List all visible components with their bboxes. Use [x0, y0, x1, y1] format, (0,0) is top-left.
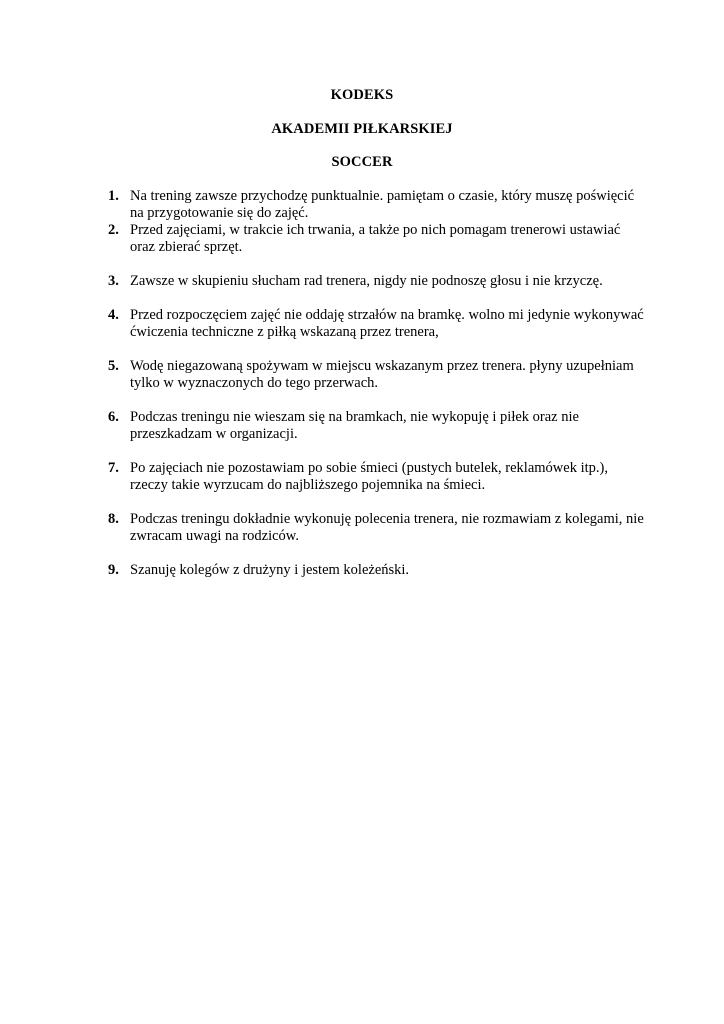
rule-text: Zawsze w skupieniu słucham rad trenera, nigdy nie podnoszę głosu i nie krzyczę. [130, 273, 603, 289]
rule-number: 3. [108, 273, 119, 289]
rule-number: 2. [108, 222, 119, 238]
rule-number: 9. [108, 562, 119, 578]
rule-text: Podczas treningu dokładnie wykonuję polecenia trenera, nie rozmawiam z kolegami, nie zwracam uwagi na rodziców. [130, 511, 644, 544]
rule-text: Wodę niegazowaną spożywam w miejscu wskazanym przez trenera. płyny uzupełniam tylko w wyznaczonych do tego przerwach. [130, 358, 634, 391]
rule-text: Po zajęciach nie pozostawiam po sobie śmieci (pustych butelek, reklamówek itp.), rzeczy takie wyrzucam do najbliższego pojemnika na śmieci. [130, 460, 608, 493]
rule-item-7 [108, 460, 648, 494]
document-title: KODEKS [330, 87, 394, 103]
rule-number: 1. [108, 188, 119, 204]
rule-item-6 [108, 409, 648, 443]
rules-list [108, 188, 648, 579]
document-subtitle: AKADEMII PIŁKARSKIEJ [271, 121, 453, 137]
rule-item-3 [108, 273, 648, 290]
rule-text: Przed zajęciami, w trakcie ich trwania, a także po nich pomagam trenerowi ustawiać oraz zbierać sprzęt. [130, 222, 621, 255]
rule-number: 4. [108, 307, 119, 323]
rule-text: Szanuję kolegów z drużyny i jestem koleżeński. [130, 562, 410, 578]
rule-text: Przed rozpoczęciem zajęć nie oddaję strzałów na bramkę. wolno mi jedynie wykonywać ćwiczenia techniczne z piłką wskazaną przez trenera, [130, 307, 644, 340]
rule-item-4 [108, 307, 648, 341]
rule-number: 5. [108, 358, 119, 374]
rule-item-9 [108, 562, 648, 579]
rule-item-2 [108, 222, 648, 256]
rule-item-5 [108, 358, 648, 392]
rule-number: 7. [108, 460, 119, 476]
rule-number: 6. [108, 409, 119, 425]
rule-item-1 [108, 188, 648, 222]
rule-text: Na trening zawsze przychodzę punktualnie. pamiętam o czasie, który muszę poświęcić na przygotowanie się do zajęć. [130, 188, 635, 221]
document-subtitle-name: SOCCER [331, 154, 393, 170]
rule-item-8 [108, 511, 648, 545]
rule-number: 8. [108, 511, 119, 527]
rule-text: Podczas treningu nie wieszam się na bramkach, nie wykopuję i piłek oraz nie przeszkadzam w organizacji. [130, 409, 579, 442]
